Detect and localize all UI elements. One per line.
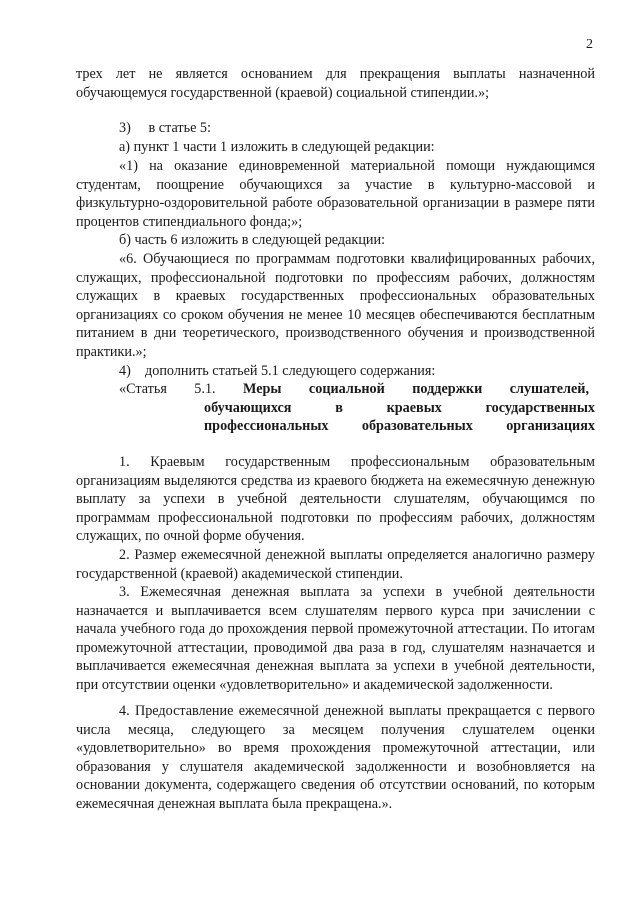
item-4-heading: 4) дополнить статьей 5.1 следующего содержания: [119,363,436,379]
article-paragraph-4: 4. Предоставление ежемесячной денежной выплаты прекращается с первого числа месяца, следующего за месяцем получения слушателем оценки «удовлетворительно» во время прохождения промежуточной аттестации, или образования у слушателя академической задолженности и возобновляется на основании документа, содержащего сведения об отсутствии оснований, по которым ежемесячная денежная выплата была прекращена.». [76,703,595,812]
article-paragraph-2: 2. Размер ежемесячной денежной выплаты определяется аналогично размеру государственной (краевой) академической стипендии. [76,547,595,582]
item-3b-text: «6. Обучающиеся по программам подготовки квалифицированных рабочих, служащих, профессиональной подготовки по профессиям рабочих, должностям служащих в краевых государственных профессиональных образовательных организациях со сроком обучения не менее 10 месяцев обеспечиваются бесплатным питанием в дни теоретического, производственного обучения и производственной практики.»; [76,251,595,360]
item-3a-instruction: а) пункт 1 части 1 изложить в следующей редакции: [119,139,435,155]
article-heading [119,380,599,436]
article-prefix: «Статья 5.1. [119,381,216,397]
article-title-line-2: обучающихся в краевых государственных [204,399,595,416]
article-paragraph-3: 3. Ежемесячная денежная выплата за успехи в учебной деятельности назначается и выплачивается всем слушателям первого курса при зачислении с начала учебного года до прохождения первой промежуточной аттестации. По итогам промежуточной аттестации, проводимой два раза в год, слушателям назначается и выплачивается ежемесячная денежная выплата за успехи в учебной деятельности, при отсутствии оценки «удовлетворительно» и академической задолженности. [76,584,595,693]
item-3b-instruction: б) часть 6 изложить в следующей редакции: [119,232,386,248]
intro-paragraph: трех лет не является основанием для прекращения выплаты назначенной обучающемуся государственной (краевой) социальной стипендии.»; [76,66,595,101]
article-title-line-3: профессиональных образовательных организациях [204,418,595,435]
item-3-heading: 3) в статье 5: [119,120,211,136]
article-title-line-1: Меры социальной поддержки слушателей, [243,381,590,397]
page-number: 2 [586,37,593,52]
item-3a-text: «1) на оказание единовременной материальной помощи нуждающимся студентам, поощрение обучающихся за участие в культурно-массовой и физкультурно-оздоровительной работе образовательной организации в размере пяти процентов стипендиального фонда;»; [76,158,595,230]
article-paragraph-1: 1. Краевым государственным профессиональным образовательным организациям выделяются средства из краевого бюджета на ежемесячную денежную выплату за успехи в учебной деятельности слушателям, обучающимся по программам профессиональной подготовки по профессиям рабочих, должностям служащих, по очной форме обучения. [76,454,595,545]
